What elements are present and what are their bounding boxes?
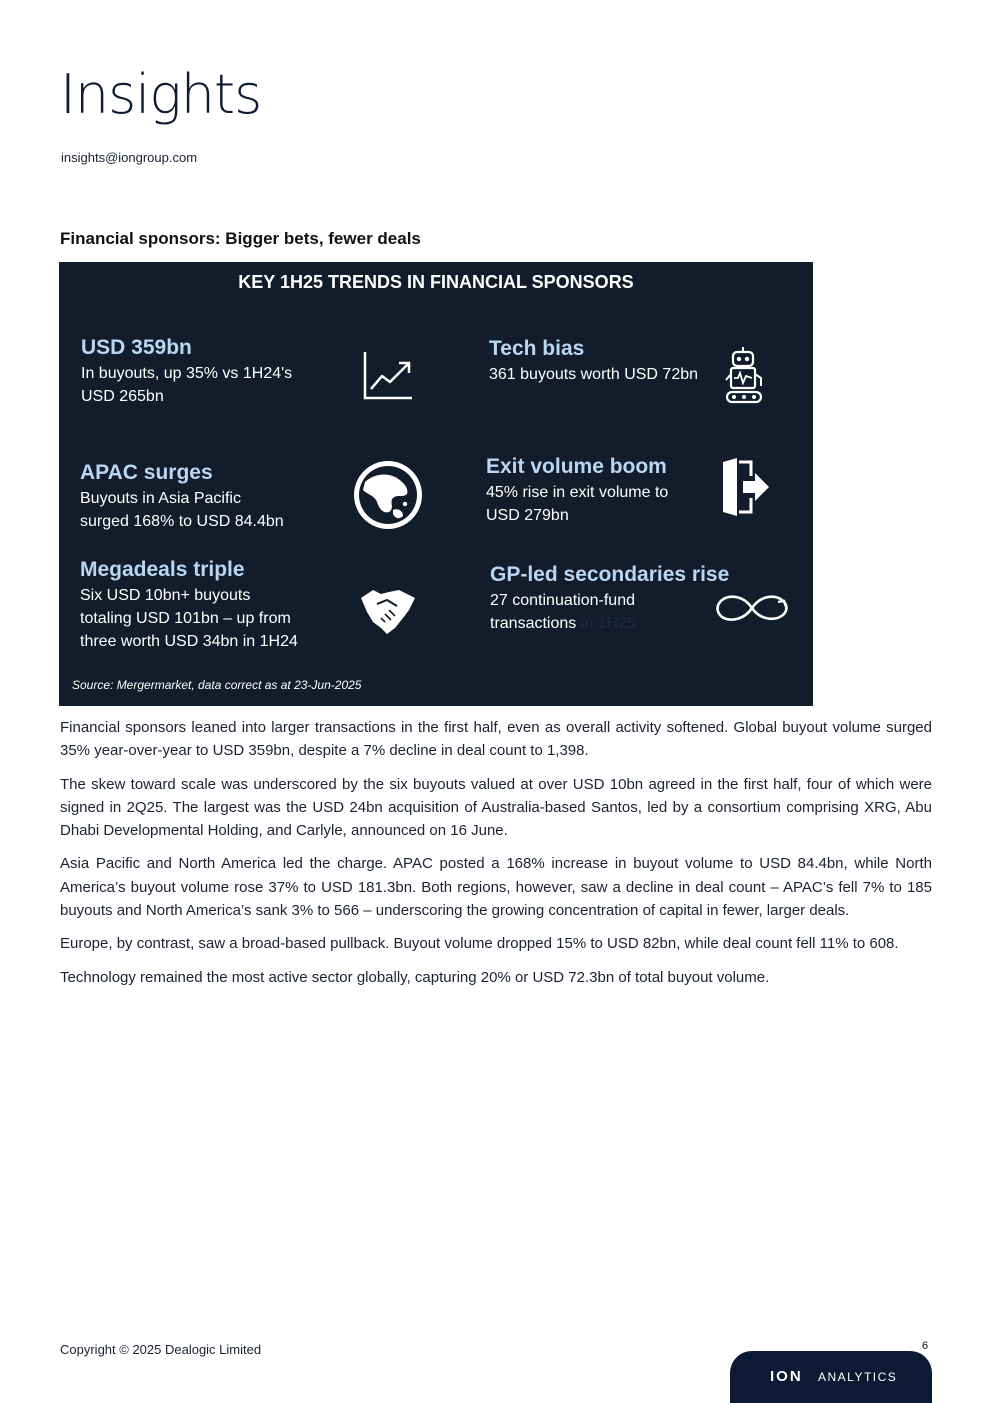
trend-card-buyout-volume [81,335,341,408]
card-body-line: Six USD 10bn+ buyouts [80,587,251,604]
card-heading: Tech bias [489,337,585,360]
card-body-line: Buyouts in Asia Pacific [80,490,241,507]
section-heading: Financial sponsors: Bigger bets, fewer deals [60,229,421,248]
article-paragraph: The skew toward scale was underscored by the six buyouts valued at over USD 10bn agreed in the first half, four of which were signed in 2Q25. The largest was the USD 24bn acquisition of Australia-based Santos, led by a consortium comprising XRG, Abu Dhabi Developmental Holding, and Carlyle, announced on 16 June. [60,775,932,840]
card-heading: Megadeals triple [80,558,245,581]
panel-title: KEY 1H25 TRENDS IN FINANCIAL SPONSORS [238,272,634,292]
card-body [80,487,340,533]
card-body [490,589,750,635]
ion-analytics-logo [730,1351,932,1403]
globe-icon [353,460,423,530]
card-body-line: totaling USD 101bn – up from [80,610,291,627]
card-heading: Exit volume boom [486,455,667,478]
card-body [486,481,726,527]
article-body [60,716,932,999]
card-heading: APAC surges [80,461,213,484]
card-body-line: In buyouts, up 35% vs 1H24's [81,365,293,382]
trend-card-megadeals [80,557,340,653]
page-title: Insights [60,63,262,126]
card-body-line: USD 279bn [486,507,569,524]
contact-email-link[interactable]: insights@iongroup.com [61,150,198,165]
article-paragraph: Technology remained the most active sector globally, capturing 20% or USD 72.3bn of total buyout volume. [60,968,770,986]
card-body-text: transactions [490,615,577,632]
card-body [489,363,729,386]
trend-card-tech-bias [489,336,729,386]
logo-mark: ION [770,1368,803,1385]
robot-icon [723,346,767,404]
card-body-line: 45% rise in exit volume to [486,484,669,501]
card-body-line: three worth USD 34bn in 1H24 [80,633,298,650]
card-body-line [490,612,750,635]
page-number: 6 [922,1340,929,1352]
article-paragraph: Europe, by contrast, saw a broad-based pullback. Buyout volume dropped 15% to USD 82bn, while deal count fell 11% to 608. [60,935,899,953]
card-heading: USD 359bn [81,336,192,359]
article-paragraph: Asia Pacific and North America led the charge. APAC posted a 168% increase in buyout volume to USD 84.4bn, while North America’s buyout volume rose 37% to USD 181.3bn. Both regions, however, saw a decline in deal count – APAC’s fell 7% to 185 buyouts and North America’s sank 3% to 566 – underscoring the growing concentration of capital in fewer, larger deals. [60,855,932,920]
copyright: Copyright © 2025 Dealogic Limited [60,1342,262,1357]
handshake-icon [359,588,417,636]
infinity-loop-icon [714,592,790,624]
exit-door-icon [721,458,771,516]
trends-infographic-panel [59,262,813,706]
trend-card-apac [80,460,340,533]
card-body [81,362,341,408]
article-paragraph: Financial sponsors leaned into larger transactions in the first half, even as overall activity softened. Global buyout volume surged 35% year-over-year to USD 359bn, despite a 7% decline in deal count to 1,398. [60,719,932,760]
trend-up-chart-icon [362,350,414,402]
card-body-line: 27 continuation-fund [490,592,635,609]
logo-word: ANALYTICS [818,1370,898,1384]
card-body-line: surged 168% to USD 84.4bn [80,513,284,530]
card-body-line: USD 265bn [81,388,164,405]
card-body [80,584,340,653]
source-note: Source: Mergermarket, data correct as at 23-Jun-2025 [72,678,362,692]
card-heading: GP-led secondaries rise [490,563,730,586]
trend-card-gp-led-secondaries [490,562,750,635]
card-body-line: 361 buyouts worth USD 72bn [489,366,699,383]
trend-card-exit-volume [486,454,726,527]
card-body-faint-text: in 1H25 [576,615,636,632]
